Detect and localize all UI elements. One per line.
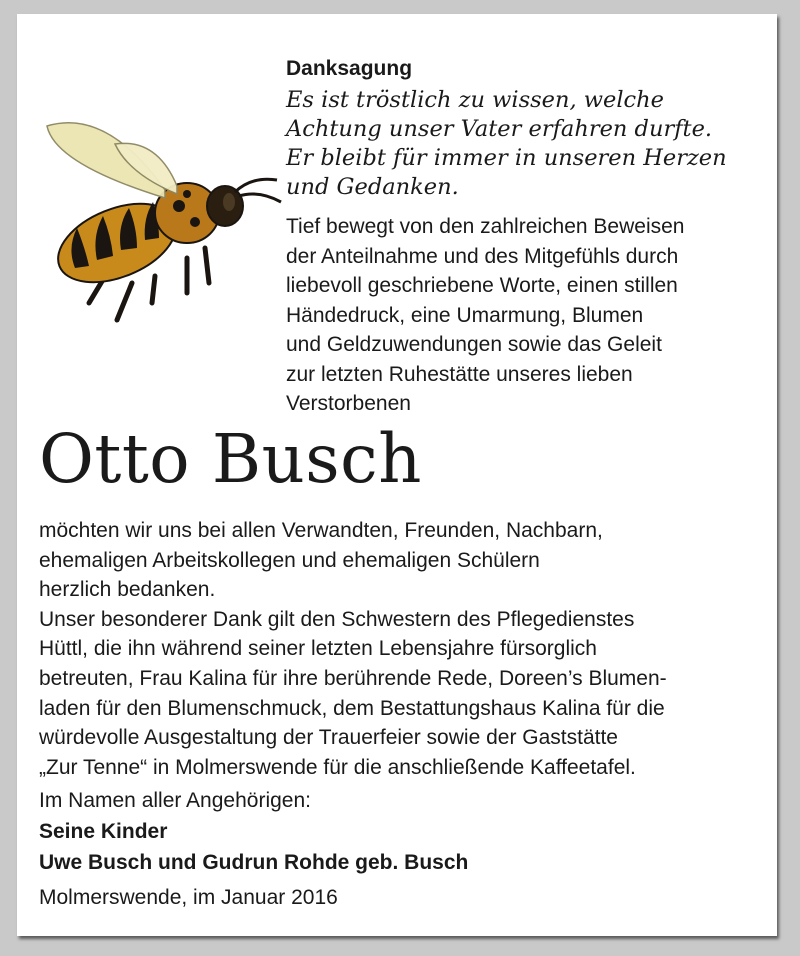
bee-icon bbox=[37, 98, 297, 328]
intro-line: Händedruck, eine Umarmung, Blumen bbox=[286, 303, 644, 327]
body-line: Unser besonderer Dank gilt den Schwestern des Pflegedienstes bbox=[39, 607, 635, 631]
on-behalf-line: Im Namen aller Angehörigen: bbox=[39, 789, 311, 812]
quote-line: und Gedanken. bbox=[286, 174, 459, 200]
children-line: Seine Kinder bbox=[39, 820, 168, 843]
intro-line: und Geldzuwendungen sowie das Geleit bbox=[286, 333, 662, 356]
body-line: würdevolle Ausgestaltung der Trauerfeier sowie der Gaststätte bbox=[39, 726, 618, 750]
signers-line: Uwe Busch und Gudrun Rohde geb. Busch bbox=[39, 851, 469, 874]
quote-line: Es ist tröstlich zu wissen, welche bbox=[286, 87, 664, 113]
body-line: laden für den Blumenschmuck, dem Bestattungshaus Kalina für die bbox=[39, 696, 665, 720]
intro-paragraph bbox=[286, 212, 771, 419]
place-date: Molmerswende, im Januar 2016 bbox=[39, 886, 338, 909]
body-line: „Zur Tenne“ in Molmerswende für die anschließende Kaffeetafel. bbox=[39, 755, 636, 779]
quote-line: Achtung unser Vater erfahren durfte. bbox=[286, 116, 713, 142]
body-line: betreuten, Frau Kalina für ihre berührende Rede, Doreen’s Blumen- bbox=[39, 666, 667, 690]
body-line: möchten wir uns bei allen Verwandten, Freunden, Nachbarn, bbox=[39, 519, 603, 542]
intro-line: liebevoll geschriebene Worte, einen stillen bbox=[286, 274, 678, 297]
quote bbox=[286, 86, 771, 202]
intro-line: Verstorbenen bbox=[286, 392, 411, 415]
intro-line: zur letzten Ruhestätte unseres lieben bbox=[286, 362, 633, 386]
intro-line: der Anteilnahme und des Mitgefühls durch bbox=[286, 244, 679, 268]
obituary-card bbox=[17, 14, 777, 936]
heading: Danksagung bbox=[286, 57, 413, 80]
closing bbox=[39, 785, 769, 913]
deceased-name: Otto Busch bbox=[39, 420, 422, 498]
body-line: Hüttl, die ihn während seiner letzten Lebensjahre fürsorglich bbox=[39, 637, 597, 661]
quote-line: Er bleibt für immer in unseren Herzen bbox=[286, 145, 727, 171]
body-line: ehemaligen Arbeitskollegen und ehemaligen Schülern bbox=[39, 548, 540, 572]
intro-line: Tief bewegt von den zahlreichen Beweisen bbox=[286, 215, 685, 238]
body-line: herzlich bedanken. bbox=[39, 578, 216, 602]
thanks-paragraph bbox=[39, 516, 769, 782]
